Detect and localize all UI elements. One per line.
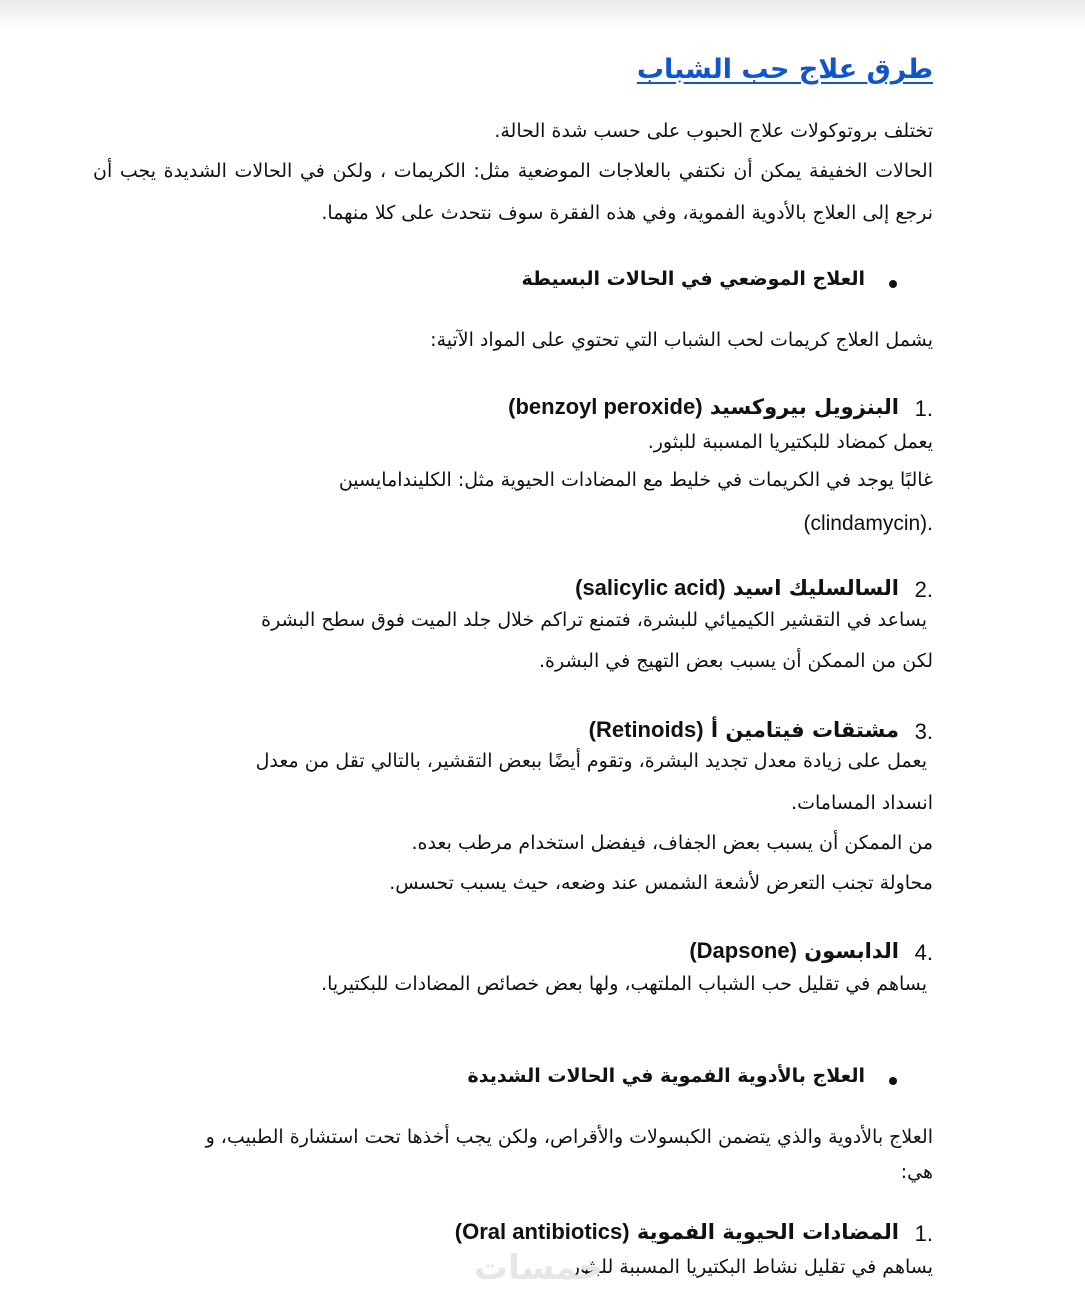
- item-heading-dapsone: [689, 935, 899, 967]
- item-line: لكن من الممكن أن يسبب بعض التهيج في البشرة.: [539, 650, 933, 672]
- intro-line-1: تختلف بروتوكولات علاج الحبوب على حسب شدة الحالة.: [494, 120, 933, 142]
- item-line: يعمل على زيادة معدل تجديد البشرة، وتقوم أيضًا ببعض التقشير، بالتالي تقل من معدل: [255, 750, 927, 772]
- item-line: (clindamycin).: [803, 512, 933, 535]
- item-number: 3.: [914, 719, 933, 744]
- item-line: محاولة تجنب التعرض لأشعة الشمس عند وضعه، حيث يسبب تحسس.: [389, 872, 933, 894]
- item-line: يساعد في التقشير الكيميائي للبشرة، فتمنع تراكم خلال جلد الميت فوق سطح البشرة: [261, 609, 927, 631]
- item-heading-oral-antibiotics: [455, 1216, 899, 1248]
- item-name-en: (Dapsone): [689, 938, 797, 963]
- item-line: غالبًا يوجد في الكريمات في خليط مع المضادات الحيوية مثل: الكليندامايسين: [338, 469, 933, 491]
- bullet-icon: [889, 1077, 897, 1085]
- page-title: طرق علاج حب الشباب: [636, 54, 933, 85]
- item-name-ar: المضادات الحيوية الفموية: [636, 1220, 899, 1244]
- oral-intro-line-2: هي:: [900, 1161, 933, 1183]
- item-heading-salicylic: [575, 572, 899, 604]
- item-name-ar: السالسليك اسيد: [732, 576, 899, 600]
- item-number: 4.: [914, 940, 933, 965]
- section-heading-topical: العلاج الموضعي في الحالات البسيطة: [521, 268, 865, 290]
- intro-line-2: الحالات الخفيفة يمكن أن نكتفي بالعلاجات الموضعية مثل: الكريمات ، ولكن في الحالات الشديدة يجب أن: [93, 160, 933, 182]
- bullet-icon: [889, 280, 897, 288]
- watermark-logo: خمسات: [474, 1248, 603, 1288]
- item-heading-benzoyl: [508, 391, 899, 423]
- intro-line-3: نرجع إلى العلاج بالأدوية الفموية، وفي هذه الفقرة سوف نتحدث على كلا منهما.: [321, 202, 933, 224]
- item-name-en: (salicylic acid): [575, 575, 726, 600]
- item-line: يساهم في تقليل حب الشباب الملتهب، ولها بعض خصائص المضادات للبكتيريا.: [321, 973, 927, 995]
- item-name-en: (benzoyl peroxide): [508, 394, 703, 419]
- item-name-ar: البنزويل بيروكسيد: [709, 395, 899, 419]
- item-heading-retinoids: [589, 714, 899, 746]
- item-name-ar: الدابسون: [804, 939, 899, 963]
- item-line: يساهم في تقليل نشاط البكتيريا المسببة للبثور.: [564, 1256, 933, 1278]
- item-line: يعمل كمضاد للبكتيريا المسببة للبثور.: [647, 431, 933, 453]
- item-line: من الممكن أن يسبب بعض الجفاف، فيفضل استخدام مرطب بعده.: [411, 832, 933, 854]
- section-heading-oral: العلاج بالأدوية الفموية في الحالات الشديدة: [467, 1065, 865, 1087]
- item-name-en: (Retinoids): [588, 717, 704, 742]
- item-number: 2.: [914, 577, 933, 602]
- item-name-en: (Oral antibiotics): [454, 1219, 630, 1244]
- item-number: 1.: [914, 1221, 933, 1246]
- item-number: 1.: [914, 396, 933, 421]
- item-name-ar: مشتقات فيتامين أ: [710, 718, 899, 742]
- topical-intro: يشمل العلاج كريمات لحب الشباب التي تحتوي على المواد الآتية:: [430, 329, 933, 351]
- oral-intro-line-1: العلاج بالأدوية والذي يتضمن الكبسولات والأقراص، ولكن يجب أخذها تحت استشارة الطبيب، و: [205, 1126, 933, 1148]
- item-line: انسداد المسامات.: [791, 792, 933, 814]
